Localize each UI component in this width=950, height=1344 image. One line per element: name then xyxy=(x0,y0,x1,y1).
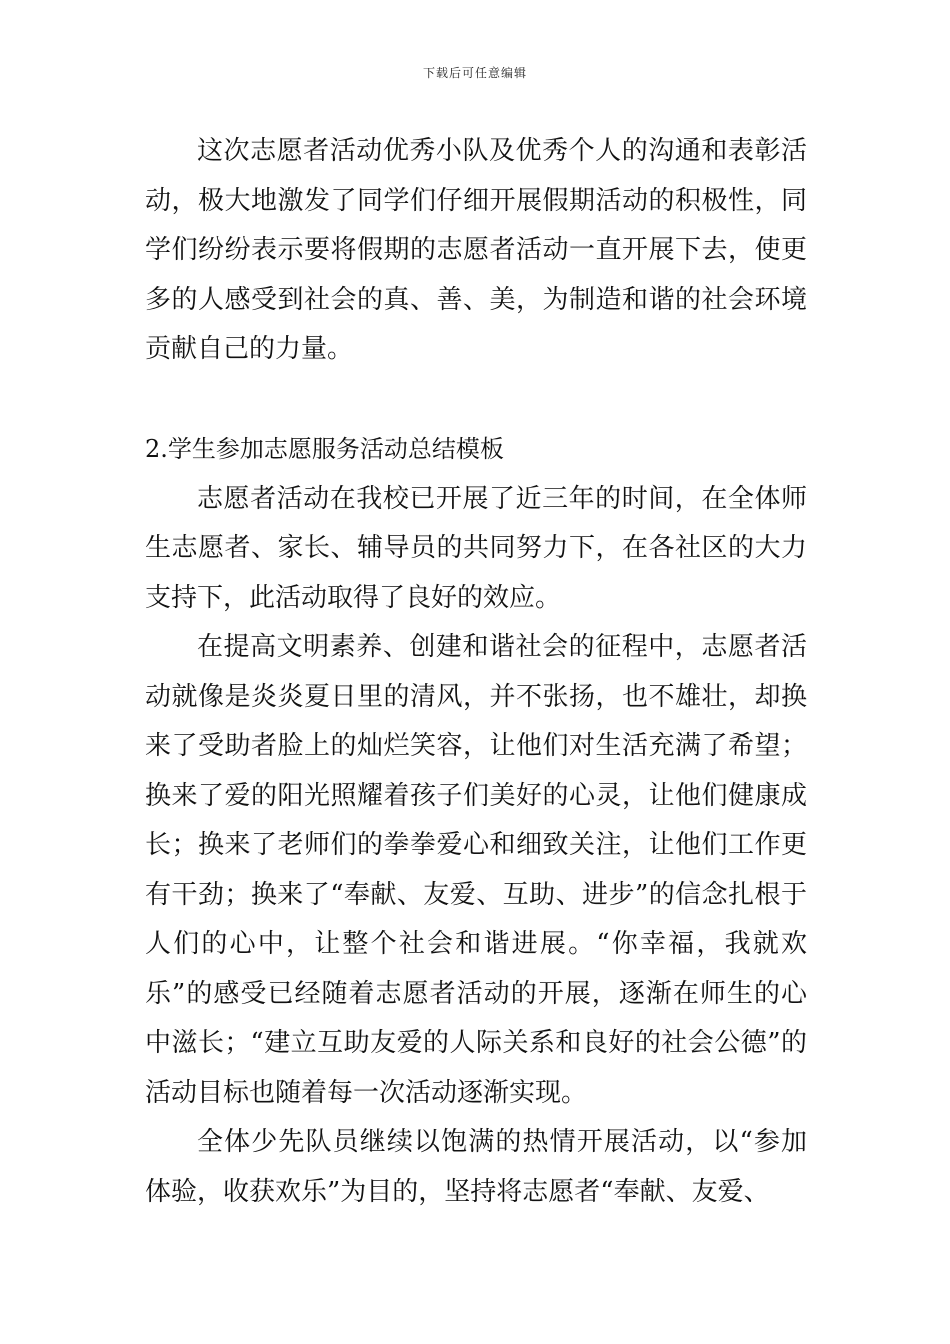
text-block-top xyxy=(145,127,807,375)
text-block-main xyxy=(145,425,807,1217)
page-header: 下载后可任意编辑 xyxy=(422,66,527,80)
paragraph-2: 志愿者活动在我校已开展了近三年的时间，在全体师生志愿者、家长、辅导员的共同努力下，在各社区的大力支持下，此活动取得了良好的效应。 xyxy=(145,483,807,613)
paragraph-3: 在提高文明素养、创建和谐社会的征程中，志愿者活动就像是炎炎夏日里的清风，并不张扬，也不雄壮，却换来了受助者脸上的灿烂笑容，让他们对生活充满了希望；换来了爱的阳光照耀着孩子们美好的心灵，让他们健康成长；换来了老师们的拳拳爱心和细致关注，让他们工作更有干劲；换来了“奉献、友爱、互助、进步”的信念扎根于人们的心中，让整个社会和谐进展。“你幸福，我就欢乐”的感受已经随着志愿者活动的开展，逐渐在师生的心中滋长；“建立互助友爱的人际关系和良好的社会公德”的活动目标也随着每一次活动逐渐实现。 xyxy=(145,632,807,1108)
paragraph-4: 全体少先队员继续以饱满的热情开展活动，以“参加体验，收获欢乐”为目的，坚持将志愿者“奉献、友爱、 xyxy=(145,1127,807,1207)
paragraph-1: 这次志愿者活动优秀小队及优秀个人的沟通和表彰活动，极大地激发了同学们仔细开展假期活动的积极性，同学们纷纷表示要将假期的志愿者活动一直开展下去，使更多的人感受到社会的真、善、美，为制造和谐的社会环境贡献自己的力量。 xyxy=(145,136,807,364)
section-heading: 2.学生参加志愿服务活动总结模板 xyxy=(145,435,504,463)
